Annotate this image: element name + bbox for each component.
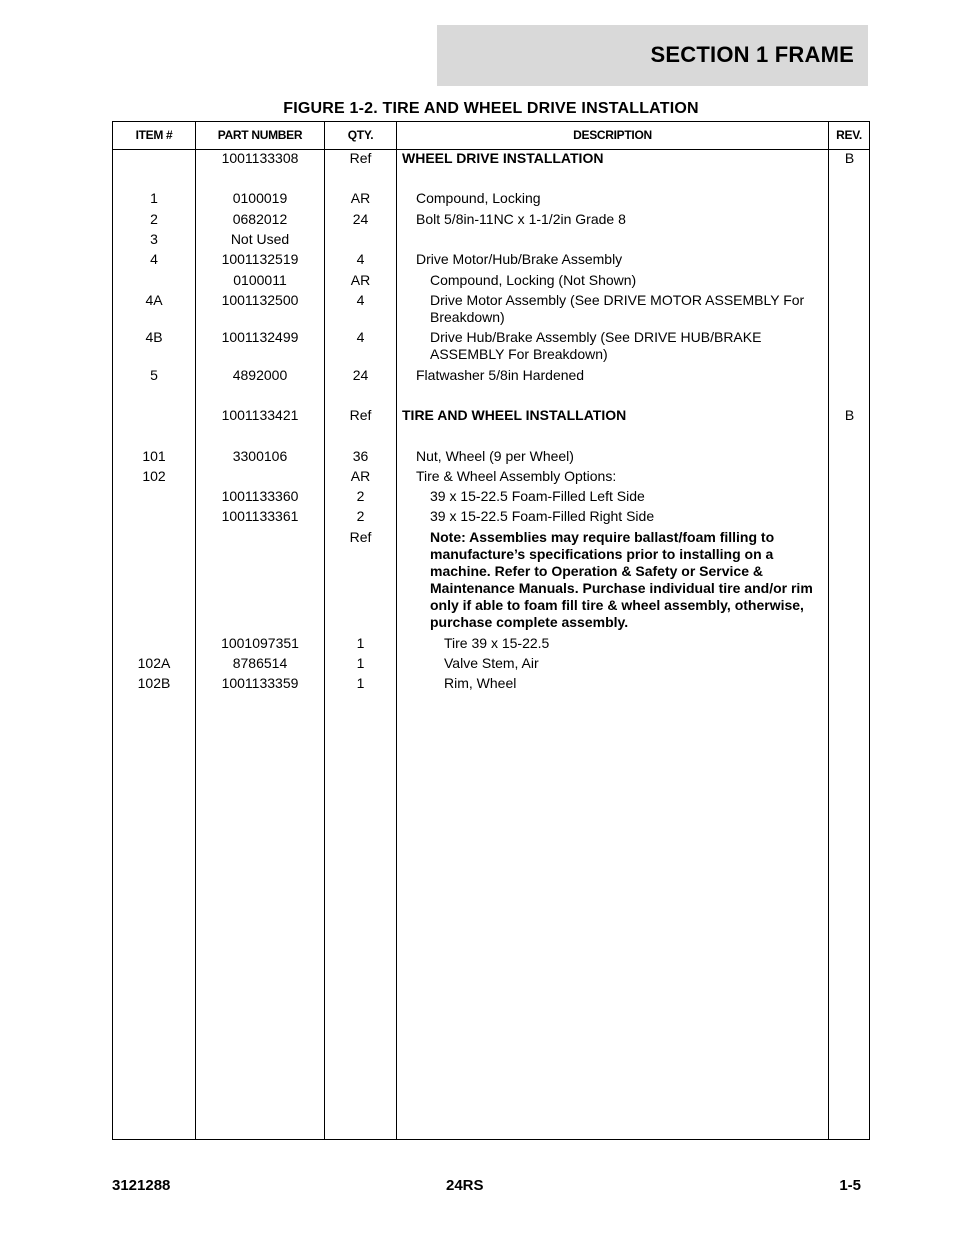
quantity: 2 (356, 488, 365, 504)
part-number: 1001132499 (221, 329, 299, 345)
quantity: 1 (356, 655, 365, 671)
quantity: 36 (352, 448, 369, 464)
part-number: 0100019 (232, 190, 288, 206)
part-number: 0682012 (232, 211, 288, 227)
revision: B (844, 407, 855, 423)
part-number: 1001133359 (221, 675, 299, 691)
revision: B (844, 150, 855, 166)
description: Tire 39 x 15-22.5 (444, 635, 550, 651)
footer-page-number: 1-5 (839, 1177, 861, 1194)
item-number: 2 (150, 211, 158, 227)
quantity: Ref (349, 150, 372, 166)
part-number: 1001133421 (221, 407, 299, 423)
quantity: 4 (356, 292, 365, 308)
section-title: SECTION 1 FRAME (650, 42, 854, 67)
quantity: 1 (356, 675, 365, 691)
description: WHEEL DRIVE INSTALLATION (402, 150, 604, 166)
quantity: 2 (356, 508, 365, 524)
quantity: AR (350, 190, 371, 206)
description: Bolt 5/8in-11NC x 1-1/2in Grade 8 (416, 211, 626, 227)
description: Tire & Wheel Assembly Options: (416, 468, 617, 484)
item-number: 3 (150, 231, 158, 247)
item-number: 4A (145, 292, 163, 308)
quantity: Ref (349, 529, 372, 545)
part-number: 3300106 (232, 448, 288, 464)
footer-doc-number: 3121288 (112, 1177, 171, 1194)
part-number: 1001133361 (221, 508, 299, 524)
footer-model: 24RS (446, 1177, 484, 1194)
column-header-qty: QTY. (347, 128, 374, 142)
quantity: 1 (356, 635, 365, 651)
description: Valve Stem, Air (444, 655, 539, 671)
part-number: 4892000 (232, 367, 288, 383)
column-header-rev: REV. (836, 128, 862, 142)
quantity: 24 (352, 211, 369, 227)
quantity: 24 (352, 367, 369, 383)
parts-table (112, 121, 870, 1140)
item-number: 101 (142, 448, 166, 464)
description: Drive Motor/Hub/Brake Assembly (416, 251, 623, 267)
item-number: 5 (150, 367, 158, 383)
part-number: 0100011 (233, 272, 287, 288)
part-number: 8786514 (232, 655, 288, 671)
description: 39 x 15-22.5 Foam-Filled Right Side (430, 508, 655, 524)
part-number: Not Used (230, 231, 290, 247)
item-number: 4 (150, 251, 158, 267)
column-header-description: DESCRIPTION (573, 128, 652, 142)
quantity: 4 (356, 251, 365, 267)
item-number: 4B (145, 329, 163, 345)
column-divider (828, 122, 829, 1139)
quantity: AR (350, 272, 371, 288)
description: TIRE AND WHEEL INSTALLATION (402, 407, 627, 423)
description: Compound, Locking (Not Shown) (430, 272, 637, 288)
column-divider (396, 122, 397, 1139)
description: Drive Hub/Brake Assembly (See DRIVE HUB/BRAKE ASSEMBLY For Breakdown) (430, 329, 762, 362)
item-number: 102A (137, 655, 171, 671)
item-number: 1 (150, 190, 158, 206)
section-header-band (437, 25, 868, 86)
part-number: 1001132500 (221, 292, 299, 308)
description: Drive Motor Assembly (See DRIVE MOTOR ASSEMBLY For Breakdown) (430, 292, 805, 325)
description: Rim, Wheel (444, 675, 517, 691)
quantity: 4 (356, 329, 365, 345)
description: Flatwasher 5/8in Hardened (416, 367, 585, 383)
column-header-part-number: PART NUMBER (217, 128, 303, 142)
part-number: 1001133308 (221, 150, 299, 166)
description: Nut, Wheel (9 per Wheel) (416, 448, 574, 464)
part-number: 1001132519 (221, 251, 299, 267)
description: Compound, Locking (416, 190, 541, 206)
note-text: Note: Assemblies may require ballast/foam filling to manufacture’s specifications prior to installing on a machine. Refer to Operation & Safety or Service & Maintenance Manuals. Purchase individual tire and/or rim only if able to foam fill tire & wheel assembly, otherwise, purchase complete assembly. (430, 529, 813, 630)
item-number: 102 (142, 468, 166, 484)
description: 39 x 15-22.5 Foam-Filled Left Side (430, 488, 645, 504)
part-number: 1001097351 (221, 635, 299, 651)
item-number: 102B (137, 675, 171, 691)
quantity: AR (350, 468, 371, 484)
column-header-item: ITEM # (135, 128, 173, 142)
quantity: Ref (349, 407, 372, 423)
part-number: 1001133360 (221, 488, 299, 504)
figure-title: FIGURE 1-2. TIRE AND WHEEL DRIVE INSTALLATION (283, 100, 699, 117)
